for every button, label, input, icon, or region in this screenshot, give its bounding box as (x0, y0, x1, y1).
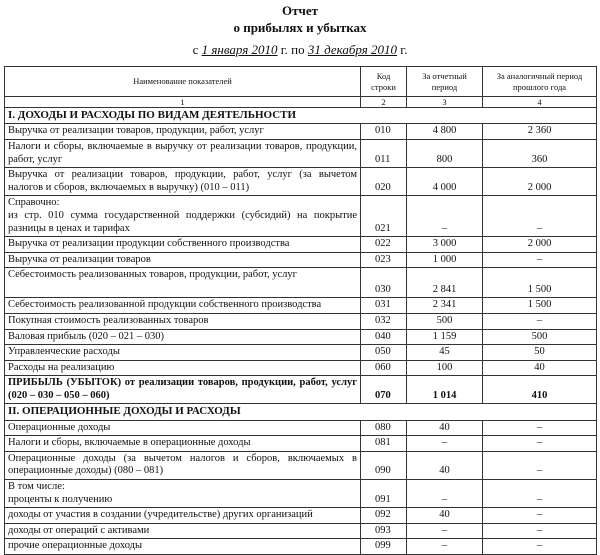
row-previous: – (483, 252, 597, 268)
row-previous: – (483, 480, 597, 508)
column-header-previous: За аналогичный период прошлого года (483, 67, 597, 97)
row-name: прочие операционные доходы (5, 539, 361, 555)
column-number: 3 (407, 97, 483, 108)
row-name: Выручка от реализации продукции собственного производства (5, 237, 361, 253)
row-current: – (407, 436, 483, 452)
period-to-date: 31 декабря 2010 (307, 42, 398, 57)
row-name-detail: из стр. 010 сумма государственной поддержки (субсидий) на покрытие разницы в ценах и тарифах (8, 209, 357, 234)
row-current: 40 (407, 420, 483, 436)
column-header-name: Наименование показателей (5, 67, 361, 97)
row-name (5, 196, 361, 237)
row-name: Расходы на реализацию (5, 360, 361, 376)
row-name (5, 480, 361, 508)
table-row (5, 124, 597, 140)
row-code: 022 (361, 237, 407, 253)
row-previous: – (483, 539, 597, 555)
row-code: 011 (361, 139, 407, 167)
row-current: 4 000 (407, 168, 483, 196)
row-current: 2 341 (407, 298, 483, 314)
row-previous: 360 (483, 139, 597, 167)
row-name: Себестоимость реализованной продукции собственного производства (5, 298, 361, 314)
row-code: 030 (361, 268, 407, 298)
row-name: Операционные доходы (5, 420, 361, 436)
table-row (5, 345, 597, 361)
row-code: 023 (361, 252, 407, 268)
row-code: 060 (361, 360, 407, 376)
row-previous: – (483, 523, 597, 539)
row-code: 050 (361, 345, 407, 361)
row-previous: 1 500 (483, 298, 597, 314)
section-row (5, 108, 597, 124)
row-code: 040 (361, 329, 407, 345)
row-code: 091 (361, 480, 407, 508)
row-name: Управленческие расходы (5, 345, 361, 361)
row-name: Налоги и сборы, включаемые в операционные доходы (5, 436, 361, 452)
row-code: 099 (361, 539, 407, 555)
row-current: 1 000 (407, 252, 483, 268)
row-name: Покупная стоимость реализованных товаров (5, 313, 361, 329)
row-previous: – (483, 451, 597, 479)
period-from-suffix: г. по (280, 42, 305, 57)
row-previous: – (483, 436, 597, 452)
table-row (5, 329, 597, 345)
row-name: Выручка от реализации товаров (5, 252, 361, 268)
table-row (5, 420, 597, 436)
column-number: 2 (361, 97, 407, 108)
row-current: 40 (407, 451, 483, 479)
row-previous: – (483, 196, 597, 237)
period-from-date: 1 января 2010 (201, 42, 278, 57)
row-current: 2 841 (407, 268, 483, 298)
table-row (5, 451, 597, 479)
report-title: Отчет (282, 3, 318, 18)
row-name: Операционные доходы (за вычетом налогов и сборов, включаемых в операционные доходы) (080 – 081) (5, 451, 361, 479)
row-code: 020 (361, 168, 407, 196)
row-previous: – (483, 508, 597, 524)
column-header-current: За отчетный период (407, 67, 483, 97)
report-table (4, 66, 597, 555)
row-current: 1 014 (407, 376, 483, 404)
row-previous: – (483, 420, 597, 436)
table-row-total (5, 376, 597, 404)
column-header-code: Код строки (361, 67, 407, 97)
row-current: 100 (407, 360, 483, 376)
row-current: 3 000 (407, 237, 483, 253)
row-current: – (407, 196, 483, 237)
table-row (5, 237, 597, 253)
row-name: доходы от участия в создании (учредительстве) других организаций (5, 508, 361, 524)
row-previous: 410 (483, 376, 597, 404)
row-current: 45 (407, 345, 483, 361)
row-current: 1 159 (407, 329, 483, 345)
row-current: – (407, 539, 483, 555)
table-row (5, 508, 597, 524)
row-code: 070 (361, 376, 407, 404)
row-name: Себестоимость реализованных товаров, продукции, работ, услуг (5, 268, 361, 298)
column-number-row (5, 97, 597, 108)
row-current: – (407, 480, 483, 508)
table-row (5, 436, 597, 452)
row-previous: 2 000 (483, 237, 597, 253)
period-to-suffix: г. (400, 42, 408, 57)
section-heading: I. ДОХОДЫ И РАСХОДЫ ПО ВИДАМ ДЕЯТЕЛЬНОСТИ (5, 108, 597, 124)
table-row (5, 168, 597, 196)
row-name: Выручка от реализации товаров, продукции, работ, услуг (5, 124, 361, 140)
row-name: ПРИБЫЛЬ (УБЫТОК) от реализации товаров, продукции, работ, услуг (020 – 030 – 050 – 060) (5, 376, 361, 404)
row-previous: – (483, 313, 597, 329)
row-code: 021 (361, 196, 407, 237)
row-code: 093 (361, 523, 407, 539)
row-previous: 2 000 (483, 168, 597, 196)
row-code: 092 (361, 508, 407, 524)
row-code: 090 (361, 451, 407, 479)
table-row (5, 360, 597, 376)
table-row (5, 252, 597, 268)
report-subtitle: о прибылях и убытках (233, 20, 367, 35)
row-code: 031 (361, 298, 407, 314)
row-current: – (407, 523, 483, 539)
table-row (5, 196, 597, 237)
row-current: 500 (407, 313, 483, 329)
row-name: Налоги и сборы, включаемые в выручку от реализации товаров, продукции, работ, услуг (5, 139, 361, 167)
period-from-prefix: с (192, 42, 199, 57)
row-code: 080 (361, 420, 407, 436)
column-number: 1 (5, 97, 361, 108)
row-previous: 500 (483, 329, 597, 345)
table-row (5, 539, 597, 555)
table-header-row (5, 67, 597, 97)
report-period (0, 42, 600, 58)
column-number: 4 (483, 97, 597, 108)
table-row (5, 313, 597, 329)
row-code: 010 (361, 124, 407, 140)
row-name-detail: проценты к получению (8, 493, 113, 505)
row-name: доходы от операций с активами (5, 523, 361, 539)
section-row (5, 404, 597, 420)
row-previous: 1 500 (483, 268, 597, 298)
row-current: 4 800 (407, 124, 483, 140)
row-code: 032 (361, 313, 407, 329)
row-previous: 50 (483, 345, 597, 361)
row-current: 40 (407, 508, 483, 524)
table-row (5, 139, 597, 167)
row-current: 800 (407, 139, 483, 167)
row-name: Валовая прибыль (020 – 021 – 030) (5, 329, 361, 345)
row-previous: 40 (483, 360, 597, 376)
row-code: 081 (361, 436, 407, 452)
table-row (5, 268, 597, 298)
row-name: Выручка от реализации товаров, продукции, работ, услуг (за вычетом налогов и сборов, включаемых в выручку) (010 – 011) (5, 168, 361, 196)
table-row (5, 480, 597, 508)
row-previous: 2 360 (483, 124, 597, 140)
row-name-caption: Справочно: (8, 197, 60, 209)
table-row (5, 523, 597, 539)
section-heading: II. ОПЕРАЦИОННЫЕ ДОХОДЫ И РАСХОДЫ (5, 404, 597, 420)
table-row (5, 298, 597, 314)
row-name-caption: В том числе: (8, 481, 65, 493)
